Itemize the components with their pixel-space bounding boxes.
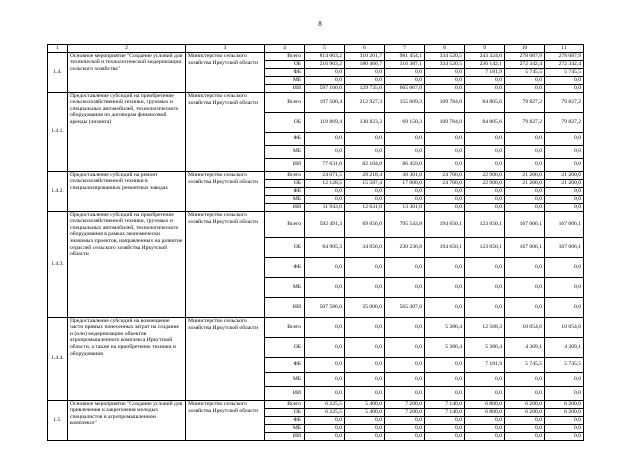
amount-cell: 0,0	[465, 277, 505, 297]
amount-cell: 12 128,5	[305, 179, 345, 187]
amount-cell: 86 459,0	[385, 158, 425, 171]
amount-cell: 197 500,4	[305, 92, 345, 112]
amount-cell: 6 200,0	[545, 400, 584, 408]
amount-cell: 6 200,0	[505, 408, 545, 416]
funding-source: ОБ	[265, 112, 305, 132]
executor: Министерство сельского хозяйства Иркутской области	[186, 211, 265, 317]
amount-cell: 0,0	[505, 132, 545, 145]
amount-cell: 0,0	[545, 257, 584, 277]
executor: Министерство сельского хозяйства Иркутской области	[186, 92, 265, 171]
amount-cell: 0,0	[345, 357, 385, 372]
item-number: 1.5.	[48, 400, 68, 440]
amount-cell: 0,0	[465, 386, 505, 400]
amount-cell: 21 200,0	[545, 171, 584, 179]
amount-cell: 216 903,2	[305, 60, 345, 68]
amount-cell: 0,0	[545, 76, 584, 84]
amount-cell: 0,0	[385, 317, 425, 337]
amount-cell: 0,0	[385, 195, 425, 203]
amount-cell: 6 200,0	[505, 400, 545, 408]
amount-cell: 7 181,9	[465, 68, 505, 76]
funding-source: ОБ	[265, 237, 305, 257]
amount-cell: 0,0	[505, 187, 545, 195]
amount-cell: 30 301,0	[385, 171, 425, 179]
funding-source: ИИ	[265, 84, 305, 92]
column-number: 1	[48, 45, 68, 53]
amount-cell: 0,0	[425, 277, 465, 297]
amount-cell: 0,0	[305, 145, 345, 158]
amount-cell: 5 745,5	[505, 357, 545, 372]
amount-cell: 334 520,5	[425, 52, 465, 60]
amount-cell: 12 631,0	[345, 203, 385, 211]
funding-source: ИИ	[265, 158, 305, 171]
amount-cell: 194 650,1	[425, 237, 465, 257]
amount-cell: 0,0	[545, 195, 584, 203]
amount-cell: 0,0	[305, 76, 345, 84]
amount-cell: 0,0	[385, 386, 425, 400]
amount-cell: 0,0	[345, 68, 385, 76]
amount-cell: 0,0	[305, 257, 345, 277]
funding-source: МБ	[265, 145, 305, 158]
amount-cell: 0,0	[385, 187, 425, 195]
amount-cell: 0,0	[305, 68, 345, 76]
amount-cell: 0,0	[465, 416, 505, 424]
funding-source: МБ	[265, 372, 305, 386]
table-row	[48, 52, 584, 60]
amount-cell: 0,0	[465, 145, 505, 158]
column-number: 11	[545, 45, 584, 53]
measure-name: Основное мероприятие "Создание условий для привлечения и закрепления молодых специалистов в агропромышленном комплексе"	[68, 400, 186, 440]
amount-cell: 0,0	[465, 158, 505, 171]
amount-cell: 0,0	[505, 158, 545, 171]
amount-cell: 0,0	[505, 432, 545, 440]
amount-cell: 5 386,4	[425, 337, 465, 357]
funding-source: МБ	[265, 76, 305, 84]
amount-cell: 0,0	[305, 337, 345, 357]
amount-cell: 0,0	[385, 416, 425, 424]
funding-source: МБ	[265, 195, 305, 203]
amount-cell: 28 218,4	[345, 171, 385, 179]
amount-cell: 278 087,9	[505, 52, 545, 60]
amount-cell: 79 827,2	[545, 92, 584, 112]
amount-cell: 0,0	[305, 317, 345, 337]
funding-source: Всего	[265, 317, 305, 337]
amount-cell: 130 823,3	[345, 112, 385, 132]
executor: Министерство сельского хозяйства Иркутской области	[186, 171, 265, 211]
amount-cell: 0,0	[345, 277, 385, 297]
amount-cell: 316 387,1	[385, 60, 425, 68]
funding-source: Всего	[265, 211, 305, 237]
amount-cell: 7 181,9	[465, 357, 505, 372]
amount-cell: 5 745,5	[545, 68, 584, 76]
amount-cell: 814 063,2	[305, 52, 345, 60]
funding-source: ИИ	[265, 203, 305, 211]
amount-cell: 981 454,1	[385, 52, 425, 60]
table-row	[48, 400, 584, 408]
amount-cell: 0,0	[385, 372, 425, 386]
amount-cell: 194 650,1	[425, 211, 465, 237]
budget-table	[47, 44, 584, 441]
amount-cell: 0,0	[385, 277, 425, 297]
amount-cell: 10 054,6	[545, 317, 584, 337]
amount-cell: 35 000,0	[345, 297, 385, 317]
amount-cell: 5 386,4	[425, 317, 465, 337]
amount-cell: 6 225,5	[305, 408, 345, 416]
amount-cell: 21 200,0	[505, 179, 545, 187]
amount-cell: 5 400,0	[345, 408, 385, 416]
amount-cell: 0,0	[305, 424, 345, 432]
funding-source: ОБ	[265, 408, 305, 416]
amount-cell: 167 006,1	[505, 211, 545, 237]
amount-cell: 0,0	[385, 337, 425, 357]
amount-cell: 592 491,3	[305, 211, 345, 237]
amount-cell: 84 805,6	[465, 112, 505, 132]
amount-cell: 0,0	[505, 277, 545, 297]
amount-cell: 7 200,0	[385, 400, 425, 408]
amount-cell: 0,0	[505, 386, 545, 400]
amount-cell: 0,0	[505, 424, 545, 432]
amount-cell: 795 543,8	[385, 211, 425, 237]
executor: Министерство сельского хозяйства Иркутской области	[186, 400, 265, 440]
funding-source: ФБ	[265, 416, 305, 424]
amount-cell: 0,0	[545, 386, 584, 400]
amount-cell: 0,0	[505, 372, 545, 386]
amount-cell: 0,0	[545, 158, 584, 171]
amount-cell: 0,0	[545, 187, 584, 195]
amount-cell: 0,0	[505, 76, 545, 84]
amount-cell: 11 943,0	[305, 203, 345, 211]
measure-name: Основное мероприятие "Создание условий для технической и технологической модернизации сельского хозяйства"	[68, 52, 186, 92]
funding-source: ФБ	[265, 357, 305, 372]
funding-source: ИИ	[265, 297, 305, 317]
amount-cell: 6 800,0	[465, 408, 505, 416]
amount-cell: 0,0	[425, 203, 465, 211]
amount-cell: 22 900,0	[465, 179, 505, 187]
funding-source: ИИ	[265, 386, 305, 400]
funding-source: Всего	[265, 171, 305, 179]
amount-cell: 0,0	[425, 297, 465, 317]
amount-cell: 0,0	[465, 187, 505, 195]
amount-cell: 4 309,1	[545, 337, 584, 357]
amount-cell: 180 466,7	[345, 60, 385, 68]
amount-cell: 0,0	[345, 337, 385, 357]
amount-cell: 0,0	[305, 416, 345, 424]
amount-cell: 0,0	[465, 257, 505, 277]
table-row	[48, 171, 584, 179]
amount-cell: 0,0	[345, 187, 385, 195]
amount-cell: 334 520,5	[425, 60, 465, 68]
amount-cell: 12 568,3	[465, 317, 505, 337]
amount-cell: 0,0	[385, 145, 425, 158]
amount-cell: 0,0	[545, 277, 584, 297]
amount-cell: 155 609,3	[385, 92, 425, 112]
amount-cell: 109 784,0	[425, 112, 465, 132]
amount-cell: 0,0	[545, 297, 584, 317]
amount-cell: 0,0	[545, 416, 584, 424]
amount-cell: 0,0	[345, 195, 385, 203]
amount-cell: 0,0	[425, 76, 465, 84]
amount-cell: 10 054,6	[505, 317, 545, 337]
amount-cell: 0,0	[425, 357, 465, 372]
funding-source: ОБ	[265, 60, 305, 68]
amount-cell: 0,0	[505, 84, 545, 92]
amount-cell: 0,0	[465, 372, 505, 386]
amount-cell: 0,0	[425, 372, 465, 386]
column-number: 4	[265, 45, 305, 53]
page-number: 8	[318, 20, 322, 28]
amount-cell: 0,0	[545, 203, 584, 211]
amount-cell: 167 006,1	[505, 237, 545, 257]
amount-cell: 5 386,4	[465, 337, 505, 357]
amount-cell: 0,0	[385, 424, 425, 432]
amount-cell: 0,0	[545, 432, 584, 440]
amount-cell: 0,0	[385, 257, 425, 277]
amount-cell: 24 071,5	[305, 171, 345, 179]
amount-cell: 278 087,9	[545, 52, 584, 60]
amount-cell: 0,0	[425, 84, 465, 92]
column-number: 10	[505, 45, 545, 53]
amount-cell: 0,0	[345, 257, 385, 277]
amount-cell: 5 400,0	[345, 400, 385, 408]
amount-cell: 0,0	[345, 145, 385, 158]
amount-cell: 0,0	[505, 145, 545, 158]
amount-cell: 6 800,0	[465, 400, 505, 408]
funding-source: ОБ	[265, 337, 305, 357]
amount-cell: 243 324,0	[465, 52, 505, 60]
amount-cell: 0,0	[425, 424, 465, 432]
measure-name: Предоставление субсидий на возмещение части прямых понесенных затрат на создание и (или) модернизацию объектов агропромышленного комплекса Иркутской области, а также на приобретение техники и оборудования	[68, 317, 186, 400]
amount-cell: 0,0	[305, 432, 345, 440]
amount-cell: 272 342,4	[545, 60, 584, 68]
amount-cell: 0,0	[425, 68, 465, 76]
amount-cell: 24 700,0	[425, 179, 465, 187]
amount-cell: 6 225,5	[305, 400, 345, 408]
amount-cell: 0,0	[345, 424, 385, 432]
amount-cell: 6 200,0	[545, 408, 584, 416]
amount-cell: 0,0	[505, 297, 545, 317]
amount-cell: 0,0	[465, 297, 505, 317]
executor: Министерство сельского хозяйства Иркутской области	[186, 52, 265, 92]
measure-name: Предоставление субсидий на приобретение сельскохозяйственной техники, грузовых и специальных автомобилей, технологического оборудования в рамках экономически значимых проектов, направленных на развитие отраслей сельского хозяйства Иркутской области	[68, 211, 186, 317]
amount-cell: 0,0	[305, 195, 345, 203]
column-number: 9	[465, 45, 505, 53]
funding-source: Всего	[265, 92, 305, 112]
funding-source: ФБ	[265, 68, 305, 76]
amount-cell: 0,0	[305, 372, 345, 386]
amount-cell: 7 140,0	[425, 408, 465, 416]
amount-cell: 0,0	[345, 416, 385, 424]
amount-cell: 0,0	[465, 432, 505, 440]
amount-cell: 77 631,0	[305, 158, 345, 171]
amount-cell: 15 587,4	[345, 179, 385, 187]
amount-cell: 84 805,6	[465, 92, 505, 112]
amount-cell: 0,0	[465, 132, 505, 145]
amount-cell: 0,0	[345, 386, 385, 400]
amount-cell: 79 827,2	[505, 112, 545, 132]
amount-cell: 310 201,7	[345, 52, 385, 60]
amount-cell: 79 827,2	[545, 112, 584, 132]
amount-cell: 4 309,1	[505, 337, 545, 357]
amount-cell: 13 301,0	[385, 203, 425, 211]
measure-name: Предоставление субсидий на ремонт сельскохозяйственной техники в специализированных ремонтных заводах	[68, 171, 186, 211]
column-number: 7	[385, 45, 425, 53]
amount-cell: 236 142,1	[465, 60, 505, 68]
amount-cell: 84 905,3	[305, 237, 345, 257]
amount-cell: 0,0	[345, 372, 385, 386]
amount-cell: 665 067,0	[385, 84, 425, 92]
amount-cell: 5 745,5	[545, 357, 584, 372]
funding-source: МБ	[265, 277, 305, 297]
amount-cell: 0,0	[345, 76, 385, 84]
amount-cell: 0,0	[545, 84, 584, 92]
amount-cell: 17 000,0	[385, 179, 425, 187]
column-number: 2	[68, 45, 186, 53]
amount-cell: 0,0	[465, 84, 505, 92]
amount-cell: 7 140,0	[425, 400, 465, 408]
amount-cell: 167 006,1	[545, 211, 584, 237]
column-number: 6	[345, 45, 385, 53]
amount-cell: 0,0	[345, 432, 385, 440]
amount-cell: 0,0	[305, 357, 345, 372]
amount-cell: 0,0	[385, 76, 425, 84]
amount-cell: 0,0	[385, 132, 425, 145]
amount-cell: 69 150,3	[385, 112, 425, 132]
item-number: 1.4.2.	[48, 171, 68, 211]
item-number: 1.4.1.	[48, 92, 68, 171]
amount-cell: 0,0	[545, 145, 584, 158]
amount-cell: 7 200,0	[385, 408, 425, 416]
amount-cell: 5 745,5	[505, 68, 545, 76]
table-row	[48, 317, 584, 337]
column-number: 5	[305, 45, 345, 53]
amount-cell: 167 006,1	[545, 237, 584, 257]
table-row	[48, 211, 584, 237]
executor: Министерство сельского хозяйства Иркутской области	[186, 317, 265, 400]
item-number: 1.4.4.	[48, 317, 68, 400]
amount-cell: 0,0	[385, 357, 425, 372]
amount-cell: 0,0	[425, 386, 465, 400]
funding-source: ФБ	[265, 187, 305, 195]
amount-cell: 0,0	[425, 187, 465, 195]
amount-cell: 0,0	[305, 187, 345, 195]
amount-cell: 0,0	[545, 132, 584, 145]
funding-source: ФБ	[265, 257, 305, 277]
amount-cell: 0,0	[465, 76, 505, 84]
amount-cell: 565 307,0	[385, 297, 425, 317]
amount-cell: 597 160,0	[305, 84, 345, 92]
amount-cell: 0,0	[425, 145, 465, 158]
amount-cell: 0,0	[425, 416, 465, 424]
amount-cell: 21 200,0	[505, 171, 545, 179]
amount-cell: 507 586,0	[305, 297, 345, 317]
amount-cell: 0,0	[305, 277, 345, 297]
amount-cell: 123 050,1	[465, 211, 505, 237]
amount-cell: 0,0	[425, 158, 465, 171]
item-number: 1.4.3.	[48, 211, 68, 317]
amount-cell: 34 056,0	[345, 237, 385, 257]
amount-cell: 0,0	[425, 257, 465, 277]
amount-cell: 0,0	[305, 132, 345, 145]
item-number: 1.4.	[48, 52, 68, 92]
amount-cell: 0,0	[425, 195, 465, 203]
amount-cell: 0,0	[425, 432, 465, 440]
amount-cell: 0,0	[505, 416, 545, 424]
amount-cell: 272 342,4	[505, 60, 545, 68]
amount-cell: 21 200,0	[545, 179, 584, 187]
amount-cell: 0,0	[505, 195, 545, 203]
amount-cell: 69 056,0	[345, 211, 385, 237]
amount-cell: 0,0	[305, 386, 345, 400]
funding-source: ИИ	[265, 432, 305, 440]
amount-cell: 79 827,2	[505, 92, 545, 112]
amount-cell: 0,0	[385, 432, 425, 440]
amount-cell: 0,0	[385, 68, 425, 76]
amount-cell: 0,0	[505, 257, 545, 277]
amount-cell: 22 900,0	[465, 171, 505, 179]
amount-cell: 0,0	[505, 203, 545, 211]
funding-source: Всего	[265, 52, 305, 60]
measure-name: Предоставление субсидий на приобретение сельскохозяйственной техники, грузовых и специальных автомобилей, технологического оборудования по договорам финансовой аренды (лизинга)	[68, 92, 186, 171]
amount-cell: 0,0	[545, 372, 584, 386]
table-row	[48, 92, 584, 112]
amount-cell: 212 927,3	[345, 92, 385, 112]
amount-cell: 0,0	[425, 132, 465, 145]
amount-cell: 129 735,0	[345, 84, 385, 92]
amount-cell: 0,0	[545, 424, 584, 432]
amount-cell: 0,0	[465, 195, 505, 203]
amount-cell: 230 236,8	[385, 237, 425, 257]
amount-cell: 109 784,0	[425, 92, 465, 112]
column-number: 8	[425, 45, 465, 53]
column-number-row	[48, 45, 584, 53]
amount-cell: 0,0	[345, 317, 385, 337]
funding-source: ФБ	[265, 132, 305, 145]
amount-cell: 0,0	[465, 424, 505, 432]
amount-cell: 82 104,0	[345, 158, 385, 171]
amount-cell: 0,0	[345, 132, 385, 145]
funding-source: ОБ	[265, 179, 305, 187]
amount-cell: 123 050,1	[465, 237, 505, 257]
amount-cell: 119 869,4	[305, 112, 345, 132]
funding-source: МБ	[265, 424, 305, 432]
funding-source: Всего	[265, 400, 305, 408]
amount-cell: 0,0	[465, 203, 505, 211]
column-number: 3	[186, 45, 265, 53]
amount-cell: 24 700,0	[425, 171, 465, 179]
